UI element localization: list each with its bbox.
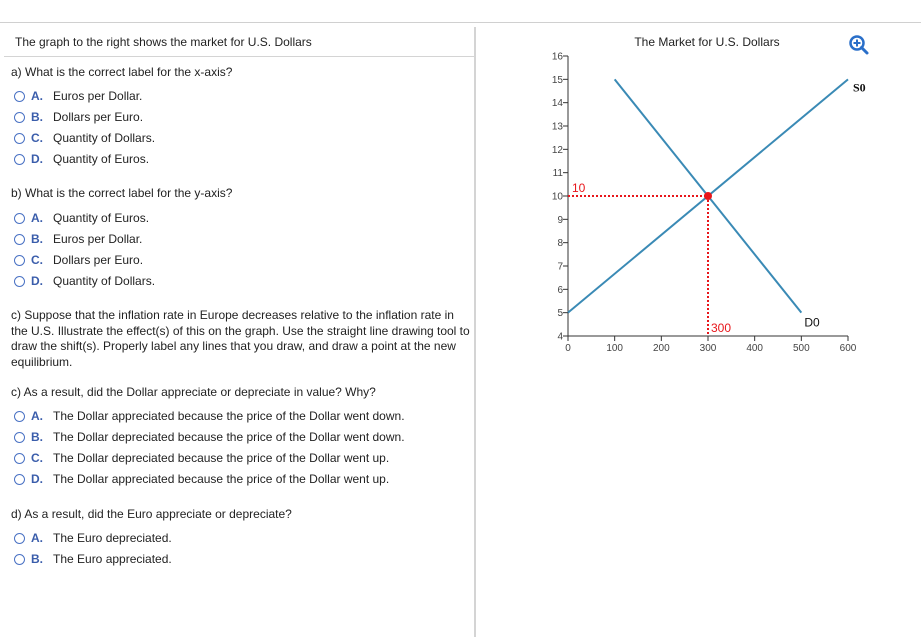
option-text: Euros per Dollar. <box>53 89 143 103</box>
intro-text: The graph to the right shows the market for U.S. Dollars <box>15 35 312 49</box>
y-tick-label: 10 <box>551 191 563 203</box>
option-text: Quantity of Dollars. <box>53 274 156 288</box>
radio-button[interactable] <box>14 533 25 544</box>
option-text: The Dollar depreciated because the price of the Dollar went up. <box>53 451 390 465</box>
zoom-in-button[interactable] <box>848 34 870 56</box>
question-a-prompt: a) What is the correct label for the x-axis? <box>11 65 233 79</box>
radio-button[interactable] <box>14 154 25 165</box>
radio-button[interactable] <box>14 213 25 224</box>
option-text: The Euro depreciated. <box>53 531 172 545</box>
option-text: Dollars per Euro. <box>53 110 144 124</box>
option-letter: A. <box>31 409 43 423</box>
option-text: Quantity of Dollars. <box>53 131 156 145</box>
zoom-in-icon <box>848 34 870 56</box>
radio-button[interactable] <box>14 276 25 287</box>
y-tick-label: 6 <box>557 284 563 296</box>
axes <box>552 52 857 355</box>
chart-title: The Market for U.S. Dollars <box>634 35 780 49</box>
radio-button[interactable] <box>14 411 25 422</box>
option-letter: B. <box>31 110 43 124</box>
question-a-option-c[interactable] <box>14 129 155 147</box>
market-graph[interactable] <box>476 23 921 639</box>
question-b-option-b[interactable] <box>14 230 142 248</box>
option-text: The Euro appreciated. <box>53 552 172 566</box>
option-text: Quantity of Euros. <box>53 152 150 166</box>
question-b-option-d[interactable] <box>14 272 155 290</box>
option-text: Euros per Dollar. <box>53 232 143 246</box>
question-a-option-a[interactable] <box>14 87 142 105</box>
equilibrium-guides <box>568 181 731 336</box>
radio-button[interactable] <box>14 554 25 565</box>
x-tick-label: 200 <box>652 343 670 354</box>
question-d-option-b[interactable] <box>14 550 172 568</box>
y-tick-label: 15 <box>551 74 563 86</box>
option-letter: D. <box>31 472 43 486</box>
question-c-option-d[interactable] <box>14 470 389 488</box>
y-tick-label: 16 <box>551 51 563 63</box>
option-letter: A. <box>31 89 43 103</box>
question-d-option-a[interactable] <box>14 529 172 547</box>
radio-button[interactable] <box>14 112 25 123</box>
option-letter: A. <box>31 531 43 545</box>
question-c-option-a[interactable] <box>14 407 405 425</box>
x-tick-label: 400 <box>746 343 764 354</box>
y-tick-label: 14 <box>551 98 563 110</box>
option-text: The Dollar appreciated because the price of the Dollar went down. <box>53 409 405 423</box>
equilibrium-quantity-label: 300 <box>711 321 732 335</box>
radio-button[interactable] <box>14 453 25 464</box>
x-tick-label: 0 <box>565 343 571 354</box>
x-tick-label: 500 <box>792 343 810 354</box>
question-c-prompt: c) As a result, did the Dollar appreciate or depreciate in value? Why? <box>11 385 376 399</box>
question-b-option-c[interactable] <box>14 251 143 269</box>
y-tick-label: 11 <box>552 168 563 180</box>
s0-label: S0 <box>853 80 866 95</box>
radio-button[interactable] <box>14 432 25 443</box>
d0-label: D0 <box>804 315 820 330</box>
option-letter: C. <box>31 451 43 465</box>
curve-labels <box>804 80 865 329</box>
question-c-draw-prompt: c) Suppose that the inflation rate in Europe decreases relative to the inflation rate in the U.S. Illustrate the effect(s) of this on the graph. Use the straight line drawing tool to draw the shift(s). Properly label any lines that you draw, and draw a point at the new equilibrium. <box>11 308 470 369</box>
x-tick-label: 300 <box>699 343 717 354</box>
y-tick-label: 5 <box>557 308 563 320</box>
x-tick-label: 600 <box>839 343 857 354</box>
equilibrium-point <box>704 192 712 200</box>
question-b-prompt: b) What is the correct label for the y-axis? <box>11 186 233 200</box>
option-text: Dollars per Euro. <box>53 253 144 267</box>
radio-button[interactable] <box>14 255 25 266</box>
question-b-option-a[interactable] <box>14 209 149 227</box>
radio-button[interactable] <box>14 234 25 245</box>
y-tick-label: 12 <box>551 144 563 156</box>
y-tick-label: 8 <box>557 238 563 250</box>
radio-button[interactable] <box>14 133 25 144</box>
option-letter: C. <box>31 131 43 145</box>
question-a-option-d[interactable] <box>14 150 149 168</box>
x-tick-label: 100 <box>606 343 624 354</box>
option-letter: A. <box>31 211 43 225</box>
intro-divider <box>4 56 474 57</box>
option-letter: B. <box>31 430 43 444</box>
radio-button[interactable] <box>14 91 25 102</box>
question-d-prompt: d) As a result, did the Euro appreciate or depreciate? <box>11 507 292 521</box>
option-letter: B. <box>31 552 43 566</box>
question-a-option-b[interactable] <box>14 108 143 126</box>
option-text: Quantity of Euros. <box>53 211 150 225</box>
equilibrium-price-label: 10 <box>572 181 586 195</box>
y-tick-label: 7 <box>557 261 563 273</box>
option-letter: C. <box>31 253 43 267</box>
radio-button[interactable] <box>14 474 25 485</box>
question-c-option-c[interactable] <box>14 449 389 467</box>
question-c-option-b[interactable] <box>14 428 405 446</box>
option-letter: D. <box>31 274 43 288</box>
option-letter: D. <box>31 152 43 166</box>
y-tick-label: 9 <box>557 214 563 226</box>
option-text: The Dollar depreciated because the price of the Dollar went down. <box>53 430 405 444</box>
y-tick-label: 4 <box>557 331 563 343</box>
option-letter: B. <box>31 232 43 246</box>
option-text: The Dollar appreciated because the price of the Dollar went up. <box>53 472 390 486</box>
y-tick-label: 13 <box>551 121 563 133</box>
